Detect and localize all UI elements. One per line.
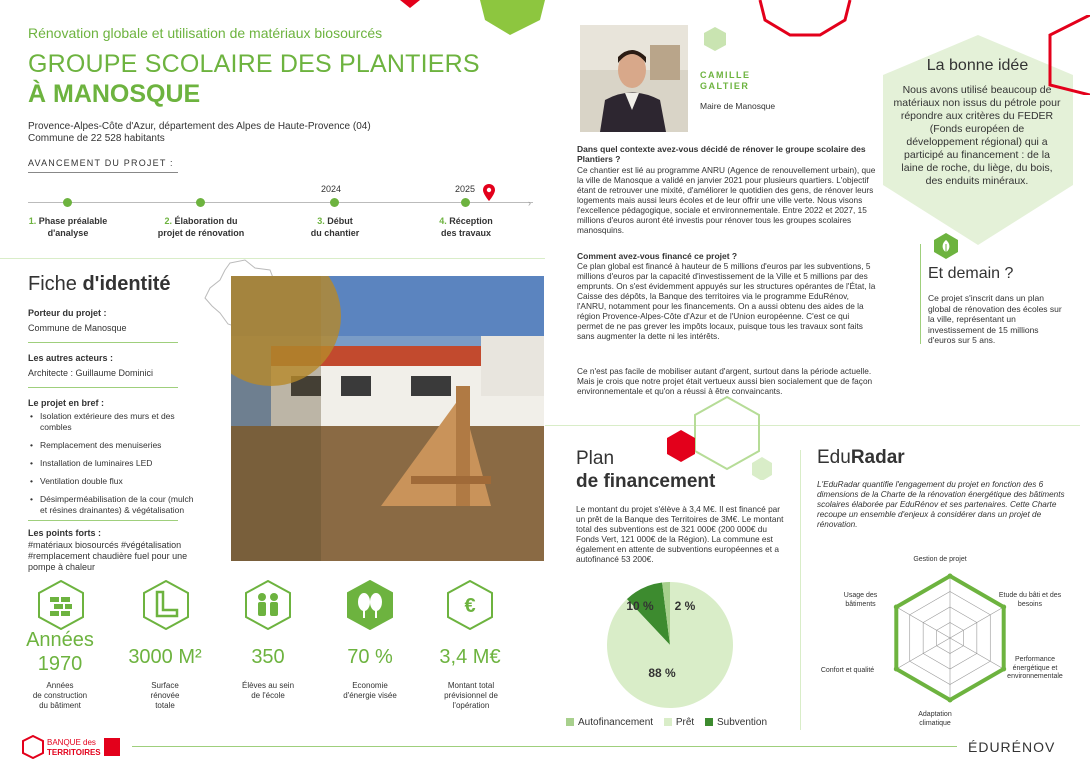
green-hexagon-deco [480,0,545,35]
euro-icon [447,580,493,630]
kpi-caption-pupils: Élèves au sein de l'école [241,681,295,700]
acteurs-label: Les autres acteurs : [28,353,114,363]
bref-label: Le projet en bref : [28,398,105,408]
timeline-title-underline [28,172,178,173]
legend-swatch [566,718,574,726]
list-item: • Ventilation double flux [28,476,198,487]
footer-line [132,746,957,747]
timeline-title: AVANCEMENT DU PROJET : [28,158,174,168]
page-title-line2: À MANOSQUE [28,80,201,108]
timeline-dot-4 [461,198,470,207]
radar-label-0: Gestion de projet [913,556,967,563]
commune-text: Commune de 22 528 habitants [28,133,165,144]
kpi-caption-amount: Montant total prévisionnel de l'opération [444,681,498,710]
mayor-role: Maire de Manosque [700,101,776,111]
kpi-value-surface: 3000 M² [128,646,202,668]
timeline-dot-2 [196,198,205,207]
demain-title: Et demain ? [928,265,1014,282]
timeline-step-4: 4. Réception des travaux [439,216,493,238]
radar-label-4: Confort et qualité [820,667,875,674]
hexagon-deco-small [703,26,727,52]
timeline-step-1: 1. Phase préalable d'analyse [28,216,108,238]
legend-item-pret: Prêt [664,717,694,728]
vertical-divider [800,450,801,730]
forts-value: #matériaux biosourcés #végétalisation #remplacement chaudière fuel pour une pompe à chaleur [28,540,188,572]
radar-point [894,667,899,672]
idea-text: Nous avons utilisé beaucoup de matériaux non issus du pétrole pour répondre aux critères du FEDER (Fonds européen de développement régional) qui a participé au financement : de la laine de roche, du liège, du bois, des enduits minéraux. [893,84,1061,187]
radar-label-2: Performance énergétique et environnementale [1007,656,1063,680]
fiche-title: Fiche d'identité [28,273,171,295]
kpi-value-amount: 3,4 M€ [439,646,501,668]
timeline-line [28,202,533,203]
timeline-arrow-icon: › [528,198,531,208]
acteurs-value: Architecte : Guillaume Dominici [28,368,154,378]
radar-point [948,698,953,703]
banque-territoires-logo-icon [22,735,44,759]
page-title-line1: GROUPE SCOLAIRE DES PLANTIERS [28,50,480,78]
banque-territoires-line1: BANQUE des [47,738,96,747]
school-photo [231,276,544,561]
fiche-divider-2 [28,387,178,388]
region-text: Provence-Alpes-Côte d'Azur, département des Alpes de Haute-Provence (04) [28,121,371,132]
timeline-step-3: 3. Début du chantier [310,216,360,238]
building-bricks-icon [38,580,84,630]
kpi-caption-years: Années de construction du bâtiment [32,681,88,710]
plan-title-line1: Plan [576,448,615,469]
radar-point [948,574,953,579]
pie-label-subvention: 10 % [626,599,654,613]
red-hexagon-outline [760,0,850,35]
red-triangle-deco [400,0,420,8]
question-1: Dans quel contexte avez-vous décidé de rénover le groupe scolaire des Plantiers ? [577,144,866,164]
radar-point [894,605,899,610]
pie-label-prêt: 88 % [648,666,676,680]
answer-3: Ce n'est pas facile de mobiliser autant d'argent, surtout dans la période actuelle. Mais je crois que notre projet était vertueux aussi bien socialement que de façon environnementale et qu'on a réussi à être convaincants. [577,366,873,396]
legend-item-subvention: Subvention [705,717,767,728]
porteur-label: Porteur du projet : [28,308,107,318]
timeline-year-2024: 2024 [321,184,342,194]
demain-frame [920,244,921,344]
list-item: • Installation de luminaires LED [28,458,198,469]
edu-radar-chart [870,560,1030,715]
pupils-icon [245,580,291,630]
trees-icon [347,580,393,630]
timeline-dot-3 [330,198,339,207]
kpi-caption-surface: Surface rénovée totale [150,681,180,710]
caisse-depots-logo-icon [104,738,120,756]
radar-label-1: Etude du bâti et des besoins [998,592,1062,608]
fiche-divider-3 [28,520,178,521]
mayor-portrait [580,25,688,132]
answer-2: Ce plan global est financé à hauteur de 5 millions d'euros par les subventions, 5 millions d'euros par la capacité d'investissement de la Ville et 5 millions par des emprunts. On s'est évidemment appuyés sur les structures opérantes de l'État, la Caisse des dépôts, la Banque des territoires via le programme EduRénov, l'ANRU, notamment pour les financements. On a aussi obtenu des aides de la région Provence-Alpes-Côte d'Azur et de l'Union européenne. C'est ce qui permet de ne pas grever les impôts locaux, puisque tous les travaux sont faits sans augmenter la dette ni les intérêts. [577,261,876,341]
kpi-value-years: Années 1970 [26,629,94,675]
legend-swatch [705,718,713,726]
porteur-value: Commune de Manosque [28,323,127,333]
timeline-dot-1 [63,198,72,207]
banque-territoires-line2: TERRITOIRES [47,748,101,757]
red-hexagon-corner [1040,15,1090,95]
timeline-year-2025: 2025 [455,184,476,194]
bref-list [28,411,198,523]
kpi-caption-energy: Economie d'énergie visée [343,681,397,700]
list-item: • Désimperméabilisation de la cour (mulch et résines drainantes) & végétalisation [28,494,198,516]
pie-legend [566,717,775,728]
idea-title: La bonne idée [926,57,1029,74]
fiche-divider-1 [28,342,178,343]
kpi-value-pupils: 350 [251,646,285,668]
financing-pie-chart [600,580,740,710]
legend-swatch [664,718,672,726]
timeline [28,180,531,250]
square-ruler-icon [143,580,189,630]
leaf-icon [933,232,959,260]
plan-text: Le montant du projet s'élève à 3,4 M€. Il est financé par un prêt de la Banque des Territoires de 3M€. Le montant total des subventions est de 321 000€ (200 000€ du Fonds Vert, 121 000€ de la Région). La commune est également en attente de subventions européennes et a autofinancé 53 200€. [576,504,784,564]
list-item: • Isolation extérieure des murs et des combles [28,411,198,433]
radar-title: EduRadar [817,447,905,468]
demain-text: Ce projet s'inscrit dans un plan global de rénovation des écoles sur la ville, représentant un investissement de 15 millions d'euros sur 5 ans. [928,293,1062,345]
plan-hexagons-deco [665,395,780,480]
radar-label-3: Adaptation climatique [918,711,952,727]
legend-item-autofinancement: Autofinancement [566,717,653,728]
pie-label-autofinancement: 2 % [674,599,696,613]
edurenov-logo: ÉDURÉNOV [968,739,1056,755]
answer-1: Ce chantier est lié au programme ANRU (Agence de renouvellement urbain), que la ville de Manosque a validé en janvier 2021 pour plusieurs quartiers. L'objectif étant de retrouver une mixité, d'améliorer le quotidien des gens, de rénover leurs logements mais aussi leurs écoles et de leur offrir une ville verte. Nous visons l'excellence pédagogique, sociale et environnementale. Entre 2022 et 2027, 15 millions d'euros auront été investis pour rénover tous les groupes scolaires manosquins. [577,165,876,235]
radar-text: L'EduRadar quantifie l'engagement du projet en fonction des 6 dimensions de la Charte de la rénovation énergétique des bâtiments scolaires élaborée par EduRénov et ses partenaires. Cette Charte recoupe un ensemble d'enjeux à considérer dans un projet de rénovation. [817,480,1065,529]
question-2: Comment avez-vous financé ce projet ? [577,251,738,261]
kpi-value-energy: 70 % [347,646,393,668]
list-item: • Remplacement des menuiseries [28,440,198,451]
radar-label-5: Usage des bâtiments [843,592,878,608]
subtitle: Rénovation globale et utilisation de matériaux biosourcés [28,25,383,41]
timeline-step-2: 2. Élaboration du projet de rénovation [157,216,245,238]
lower-divider [545,425,1080,426]
plan-title-line2: de financement [576,471,716,492]
location-pin-icon [483,184,495,201]
forts-label: Les points forts : [28,528,102,538]
svg-text:€: € [464,595,476,617]
mayor-name: CAMILLE GALTIER [700,70,751,91]
